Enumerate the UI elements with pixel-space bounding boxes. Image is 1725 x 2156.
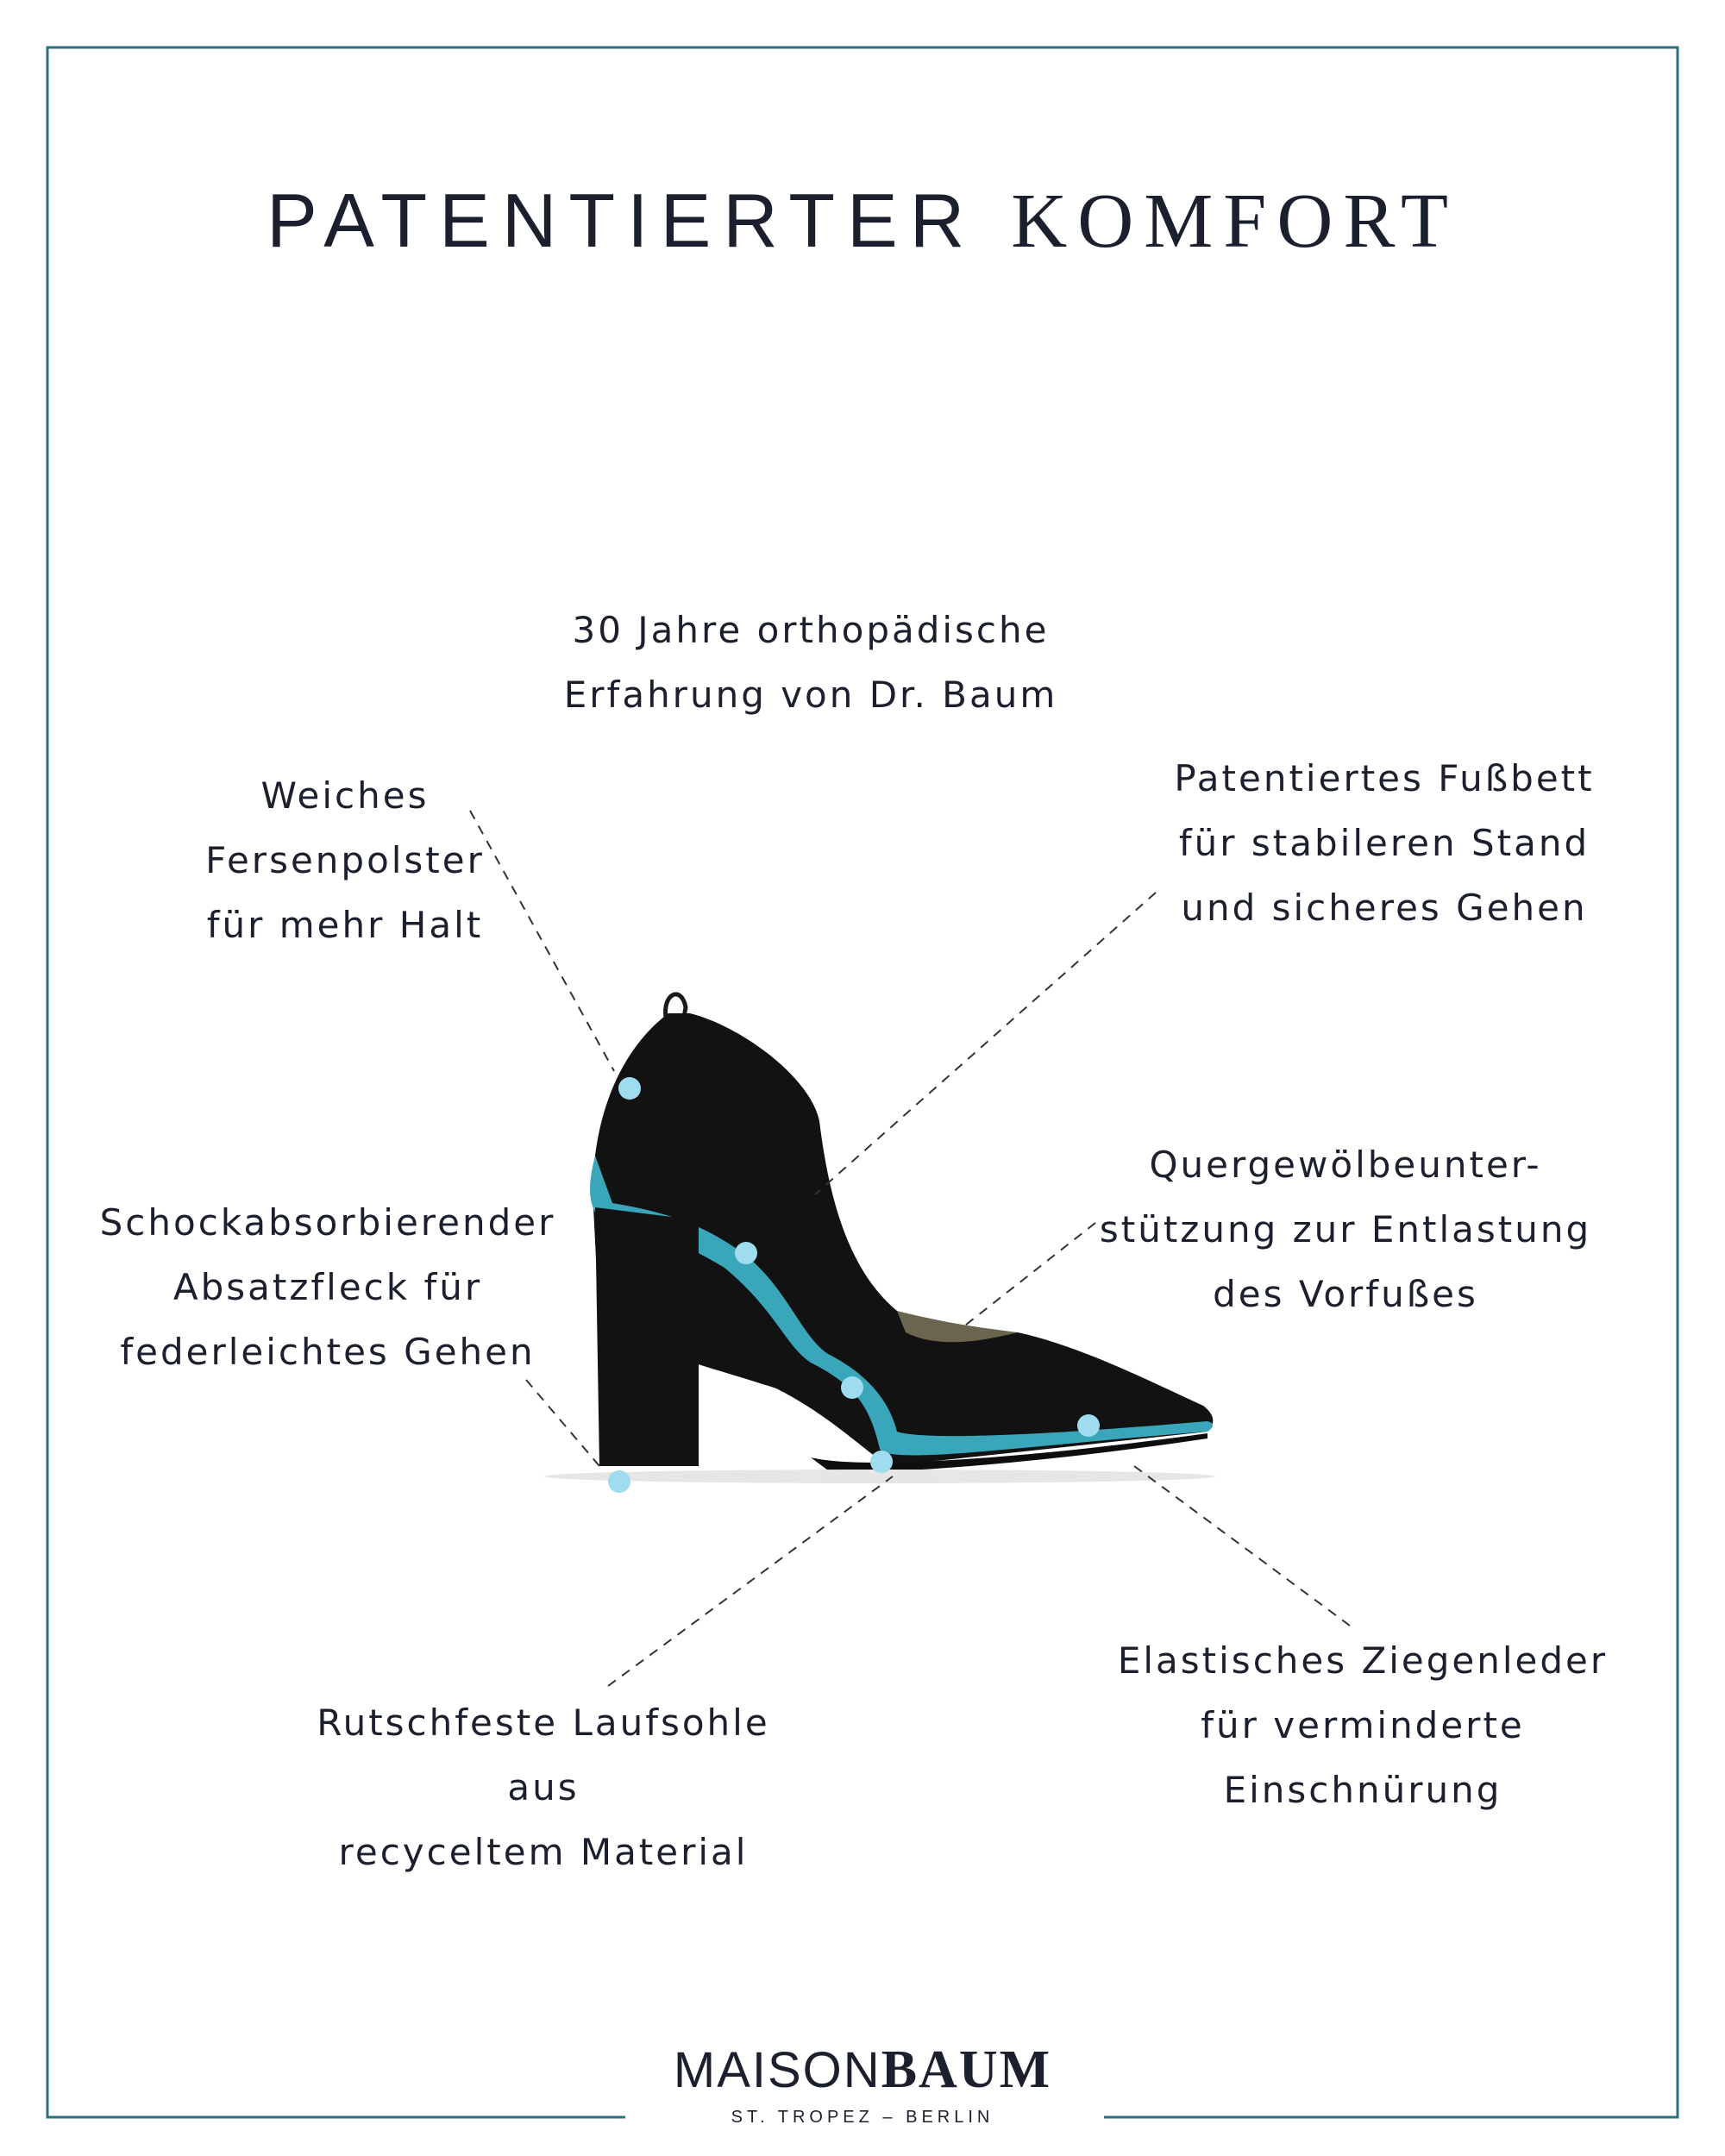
brand-logo — [0, 2040, 1725, 2128]
feature-shock-absorbing — [95, 1190, 561, 1384]
brand-name-bold: BAUM — [881, 2040, 1052, 2099]
feature-line: 30 Jahre orthopädische — [572, 609, 1050, 651]
feature-line: Fersenpolster — [205, 839, 485, 881]
callout-line-laufsohle — [608, 1476, 893, 1686]
feature-line: Patentiertes Fußbett — [1174, 757, 1595, 799]
feature-line: Rutschfeste Laufsohle — [317, 1702, 770, 1744]
feature-line: Weiches — [260, 774, 430, 817]
callout-line-fersenpolster — [470, 811, 614, 1071]
callout-line-absatzfleck — [526, 1380, 599, 1466]
block-heel — [595, 1207, 699, 1466]
feature-line: Erfahrung von Dr. Baum — [563, 674, 1058, 716]
feature-arch-support — [1070, 1132, 1622, 1326]
hotspot-dot-heel-cap — [608, 1470, 630, 1493]
feature-line: stützung zur Entlastung — [1099, 1208, 1592, 1250]
feature-heel-pad — [198, 763, 492, 957]
feature-line: Quergewölbeunter- — [1149, 1144, 1542, 1186]
hotspot-dot-leather — [1077, 1414, 1100, 1437]
feature-goat-leather — [1095, 1628, 1630, 1822]
hotspot-dot-heel-pad — [618, 1077, 641, 1100]
feature-line: des Vorfußes — [1213, 1273, 1478, 1315]
feature-footbed — [1147, 746, 1622, 940]
feature-line: für verminderte — [1201, 1704, 1525, 1746]
feature-line: Schockabsorbierender — [99, 1201, 556, 1244]
feature-outsole — [293, 1690, 794, 1884]
feature-line: Elastisches Ziegenleder — [1117, 1639, 1609, 1682]
brand-name-light: MAISON — [673, 2042, 881, 2098]
feature-line: federleichtes Gehen — [120, 1331, 536, 1373]
callout-line-ziegenleder — [1134, 1466, 1350, 1626]
feature-line: und sicheres Gehen — [1181, 887, 1588, 929]
feature-line: Absatzfleck für — [172, 1266, 483, 1308]
title-part-1: PATENTIERTER — [267, 178, 977, 263]
feature-line: für stabileren Stand — [1178, 822, 1590, 864]
hotspot-dot-arch — [841, 1376, 863, 1399]
feature-line: Einschnürung — [1223, 1769, 1502, 1811]
feature-line: für mehr Halt — [206, 904, 484, 946]
feature-line: recyceltem Material — [338, 1831, 749, 1873]
hotspot-dot-outsole — [870, 1451, 893, 1473]
brand-tagline: ST. TROPEZ – BERLIN — [731, 2108, 994, 2127]
feature-line: aus — [507, 1766, 580, 1808]
hotspot-dot-footbed — [735, 1242, 757, 1264]
feature-orthopaedic-experience — [535, 598, 1087, 727]
title-part-2: KOMFORT — [1011, 179, 1458, 264]
